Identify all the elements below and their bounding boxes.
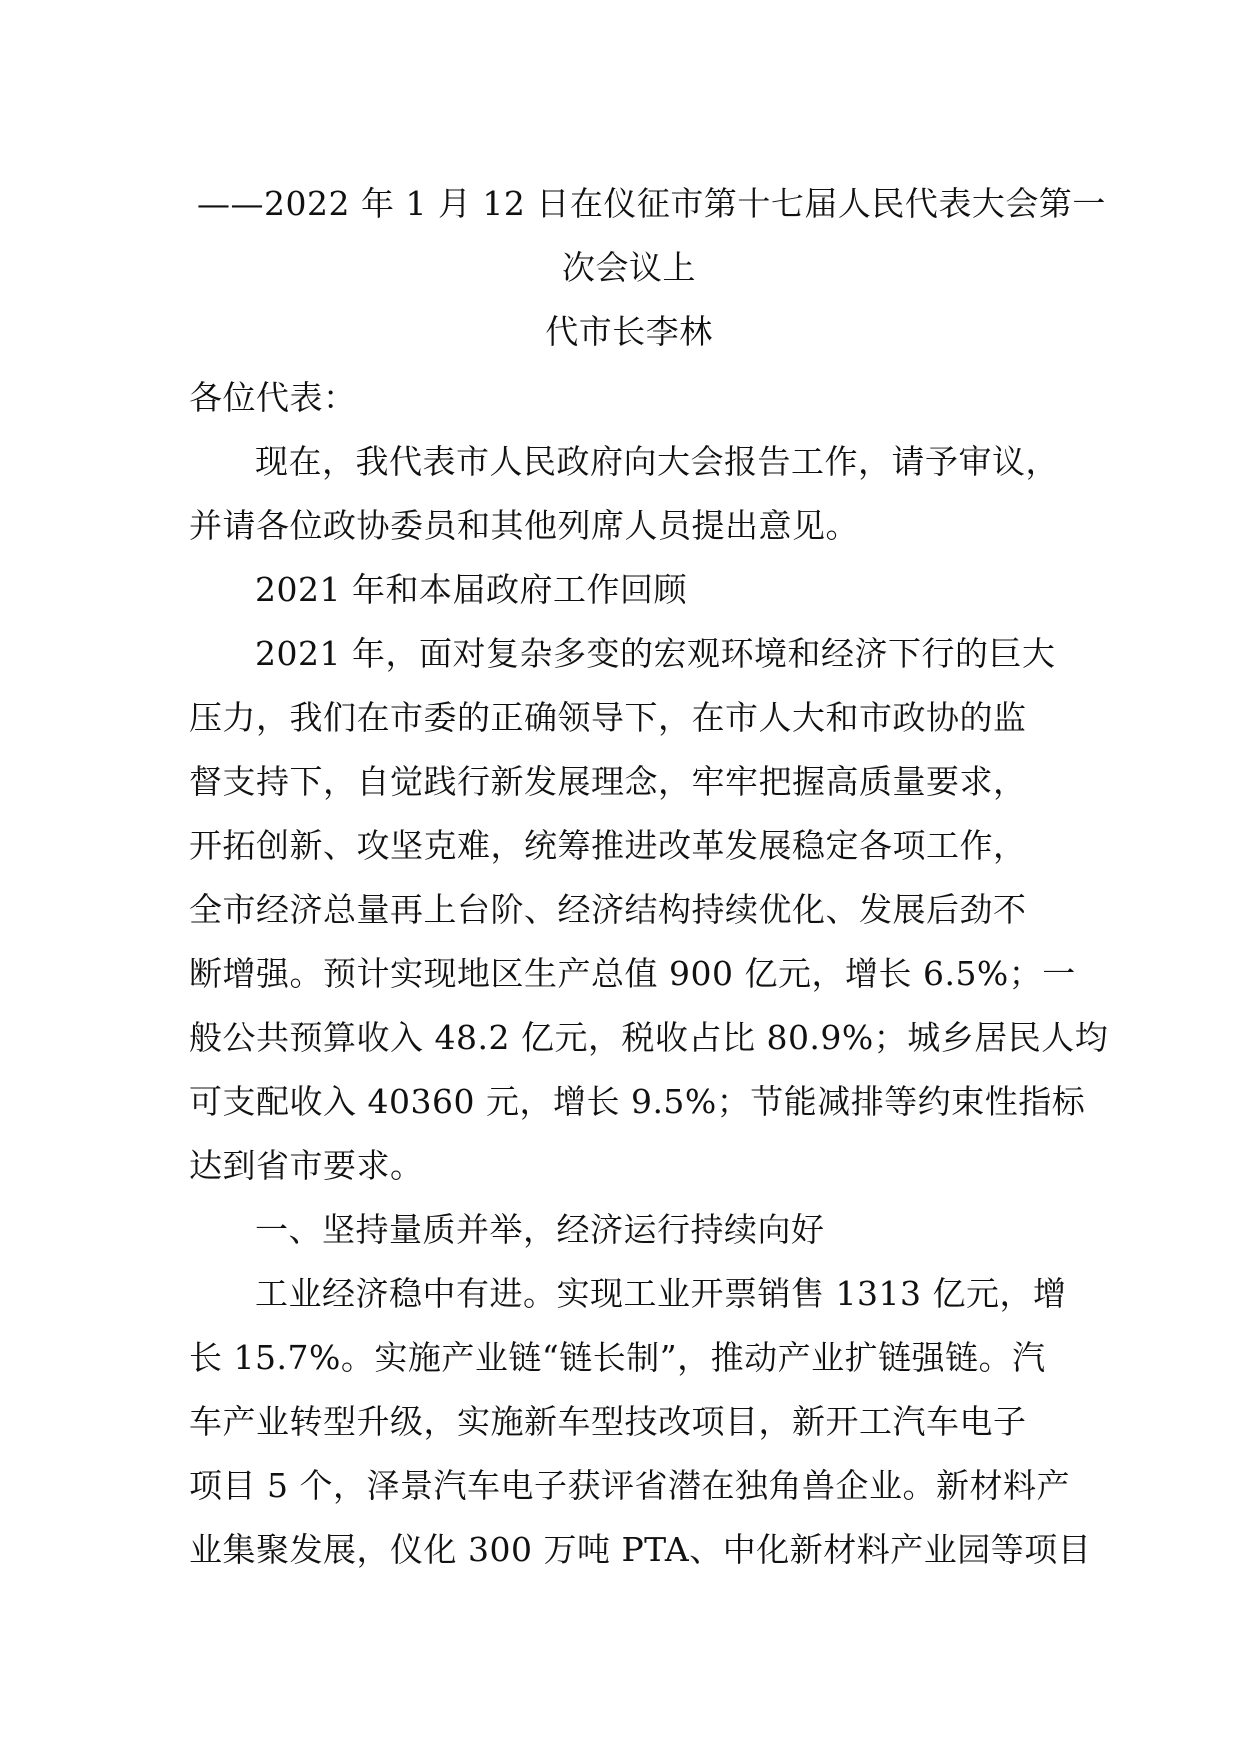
paragraph-line: 达到省市要求。 (189, 1146, 424, 1185)
paragraph-industry (189, 1262, 1092, 1582)
paragraph-line: 并请各位政协委员和其他列席人员提出意见。 (189, 506, 859, 545)
paragraph-line: 压力，我们在市委的正确领导下，在市人大和市政协的监 (189, 698, 1027, 737)
paragraph-summary-2021 (189, 622, 1109, 1198)
section-heading-one (189, 1198, 1069, 1262)
paragraph-line: 开拓创新、攻坚克难，统筹推进改革发展稳定各项工作， (189, 826, 1027, 865)
paragraph-line: 督支持下，自觉践行新发展理念，牢牢把握高质量要求， (189, 762, 1027, 801)
paragraph-line: 可支配收入 40360 元，增长 9.5%；节能减排等约束性指标 (189, 1082, 1086, 1121)
paragraph-line: 车产业转型升级，实施新车型技改项目，新开工汽车电子 (189, 1402, 1027, 1441)
paragraph-line: 业集聚发展，仪化 300 万吨 PTA、中化新材料产业园等项目 (189, 1530, 1092, 1569)
paragraph-line: 断增强。预计实现地区生产总值 900 亿元，增长 6.5%；一 (189, 954, 1076, 993)
paragraph-line: 项目 5 个，泽景汽车电子获评省潜在独角兽企业。新材料产 (189, 1466, 1070, 1505)
speaker-name: 代市长李林 (545, 312, 713, 351)
subtitle-line-2: 次会议上 (562, 248, 696, 287)
subtitle-line-1: ——2022 年 1 月 12 日在仪征市第十七届人民代表大会第一 (197, 184, 1106, 223)
section-heading-review (189, 558, 1069, 622)
paragraph-line: 工业经济稳中有进。实现工业开票销售 1313 亿元，增 (255, 1274, 1067, 1313)
paragraph-opening (189, 430, 1069, 558)
paragraph-line: 全市经济总量再上台阶、经济结构持续优化、发展后劲不 (189, 890, 1027, 929)
paragraph-line: 般公共预算收入 48.2 亿元，税收占比 80.9%；城乡居民人均 (189, 1018, 1109, 1057)
document-body (189, 172, 1109, 1582)
paragraph-line: 一、坚持量质并举，经济运行持续向好 (255, 1210, 825, 1249)
greeting: 各位代表： (189, 378, 357, 417)
paragraph-line: 长 15.7%。实施产业链“链长制”，推动产业扩链强链。汽 (189, 1338, 1046, 1377)
paragraph-line: 2021 年，面对复杂多变的宏观环境和经济下行的巨大 (255, 634, 1056, 673)
paragraph-line: 2021 年和本届政府工作回顾 (255, 570, 687, 609)
paragraph-line: 现在，我代表市人民政府向大会报告工作，请予审议， (255, 442, 1059, 481)
